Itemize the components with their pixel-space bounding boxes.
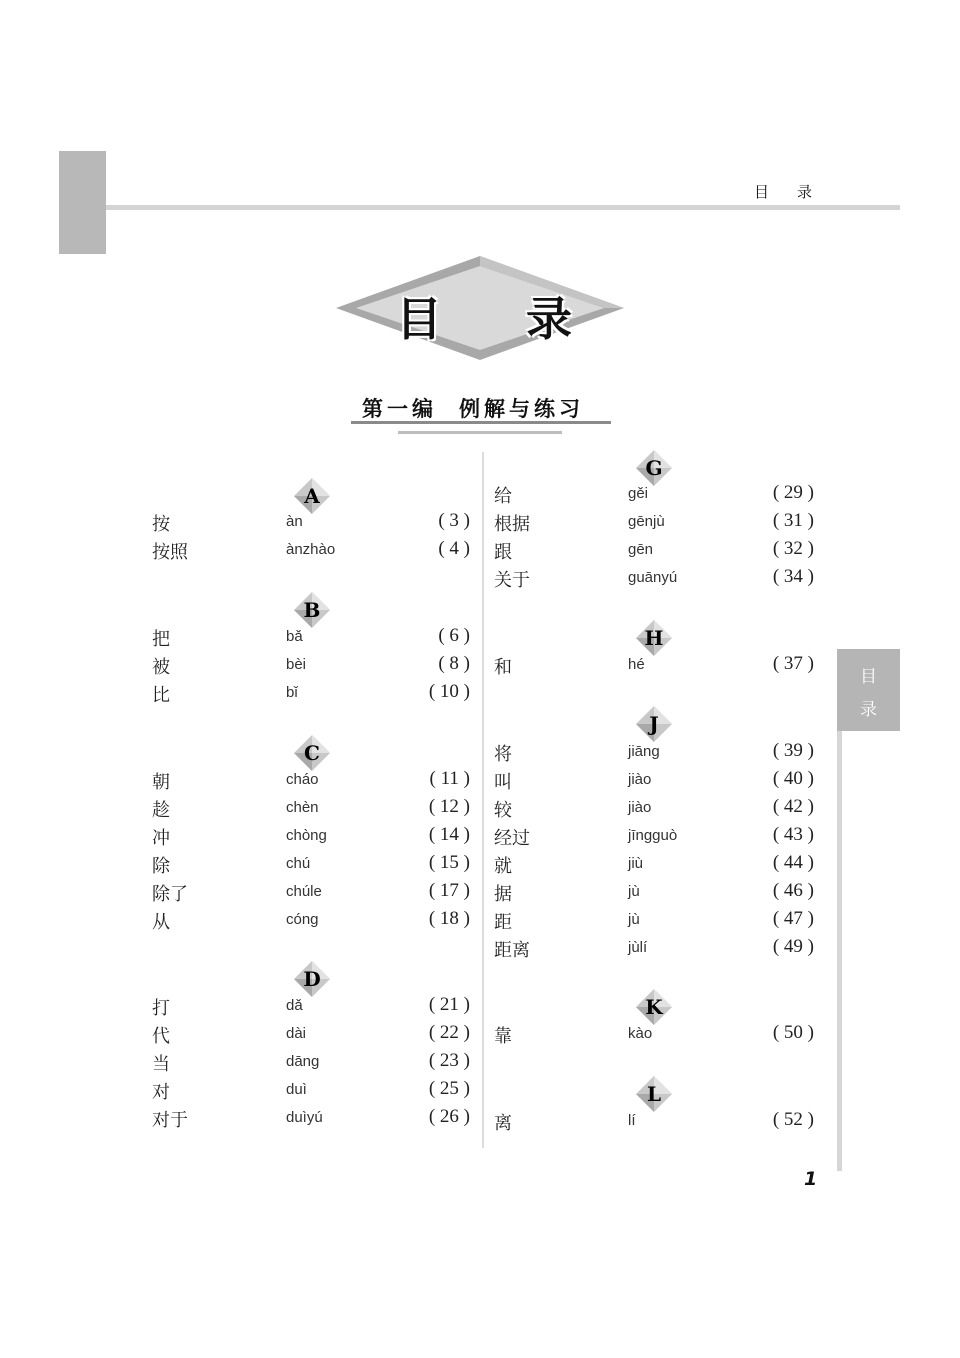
entry-page-ref: ( 52 ) bbox=[772, 1109, 814, 1130]
side-tab[interactable] bbox=[837, 649, 900, 731]
toc-entry[interactable] bbox=[152, 908, 470, 934]
entry-hanzi: 离 bbox=[494, 1113, 512, 1134]
entry-hanzi: 比 bbox=[152, 685, 170, 706]
toc-entry[interactable] bbox=[152, 852, 470, 878]
toc-entry[interactable] bbox=[494, 768, 814, 794]
part-label: 第一编 bbox=[362, 397, 437, 421]
entry-page-ref: ( 21 ) bbox=[428, 994, 470, 1015]
section-letter-badge bbox=[636, 620, 672, 656]
entry-pinyin: bǐ bbox=[286, 684, 298, 701]
entry-page-ref: ( 29 ) bbox=[772, 482, 814, 503]
toc-entry[interactable] bbox=[494, 1022, 814, 1048]
toc-entry[interactable] bbox=[494, 880, 814, 906]
toc-entry[interactable] bbox=[494, 538, 814, 564]
entry-pinyin: duì bbox=[286, 1081, 307, 1098]
entry-page-ref: ( 4 ) bbox=[438, 538, 470, 559]
entry-pinyin: jiào bbox=[628, 771, 652, 788]
entry-pinyin: bǎ bbox=[286, 628, 303, 645]
entry-page-ref: ( 50 ) bbox=[772, 1022, 814, 1043]
entry-page-ref: ( 46 ) bbox=[772, 880, 814, 901]
toc-entry[interactable] bbox=[494, 482, 814, 508]
entry-page-ref: ( 39 ) bbox=[772, 740, 814, 761]
entry-pinyin: dǎ bbox=[286, 997, 303, 1014]
entry-hanzi: 对 bbox=[152, 1082, 170, 1103]
entry-hanzi: 对于 bbox=[152, 1110, 188, 1131]
toc-entry[interactable] bbox=[152, 994, 470, 1020]
toc-entry[interactable] bbox=[152, 880, 470, 906]
toc-entry[interactable] bbox=[494, 740, 814, 766]
toc-entry[interactable] bbox=[152, 538, 470, 564]
entry-hanzi: 距离 bbox=[494, 940, 530, 961]
entry-hanzi: 就 bbox=[494, 856, 512, 877]
page-number: 1 bbox=[804, 1168, 818, 1190]
section-letter-badge bbox=[636, 706, 672, 742]
entry-pinyin: gěi bbox=[628, 485, 649, 502]
entry-page-ref: ( 32 ) bbox=[772, 538, 814, 559]
toc-entry[interactable] bbox=[494, 653, 814, 679]
entry-page-ref: ( 11 ) bbox=[429, 768, 470, 789]
entry-pinyin: guānyú bbox=[628, 569, 678, 586]
section-letter: C bbox=[304, 741, 320, 765]
toc-entry[interactable] bbox=[152, 768, 470, 794]
section-letter: G bbox=[645, 456, 663, 480]
entry-page-ref: ( 26 ) bbox=[428, 1106, 470, 1127]
entry-page-ref: ( 31 ) bbox=[772, 510, 814, 531]
entry-hanzi: 按 bbox=[152, 514, 170, 535]
entry-hanzi: 当 bbox=[152, 1054, 170, 1075]
toc-entry[interactable] bbox=[152, 1050, 470, 1076]
section-letter-badge bbox=[294, 478, 330, 514]
entry-hanzi: 叫 bbox=[494, 772, 512, 793]
entry-pinyin: dài bbox=[286, 1025, 307, 1042]
toc-entry[interactable] bbox=[494, 936, 814, 962]
entry-pinyin: gēn bbox=[628, 541, 654, 558]
title-diamond-shape bbox=[336, 256, 624, 360]
toc-entry[interactable] bbox=[152, 625, 470, 651]
toc-entry[interactable] bbox=[152, 510, 470, 536]
entry-hanzi: 冲 bbox=[152, 828, 170, 849]
section-letter-badge bbox=[636, 989, 672, 1025]
section-letter-badge bbox=[294, 735, 330, 771]
entry-pinyin: jù bbox=[628, 911, 640, 928]
entry-page-ref: ( 6 ) bbox=[438, 625, 470, 646]
page-title-char: 录 bbox=[526, 292, 572, 346]
entry-pinyin: hé bbox=[628, 656, 645, 673]
running-head bbox=[754, 181, 812, 202]
entry-hanzi: 把 bbox=[152, 629, 170, 650]
entry-pinyin: ànzhào bbox=[286, 541, 336, 558]
entry-page-ref: ( 22 ) bbox=[428, 1022, 470, 1043]
part-subtitle: 例解与练习 bbox=[459, 397, 584, 421]
section-letter-badge bbox=[294, 961, 330, 997]
entry-hanzi: 距 bbox=[494, 912, 512, 933]
toc-entry[interactable] bbox=[152, 1022, 470, 1048]
entry-page-ref: ( 15 ) bbox=[428, 852, 470, 873]
toc-entry[interactable] bbox=[494, 566, 814, 592]
entry-pinyin: chòng bbox=[286, 827, 327, 844]
entry-hanzi: 趁 bbox=[152, 800, 170, 821]
entry-hanzi: 代 bbox=[152, 1026, 170, 1047]
entry-hanzi: 较 bbox=[494, 800, 512, 821]
toc-entry[interactable] bbox=[494, 510, 814, 536]
entry-hanzi: 给 bbox=[494, 486, 512, 507]
part-title-underline-secondary bbox=[398, 431, 562, 434]
entry-pinyin: jīngguò bbox=[628, 827, 678, 844]
side-tab-char: 录 bbox=[860, 700, 877, 720]
entry-pinyin: chèn bbox=[286, 799, 319, 816]
toc-entry[interactable] bbox=[494, 796, 814, 822]
entry-hanzi: 关于 bbox=[494, 570, 530, 591]
entry-pinyin: duìyú bbox=[286, 1109, 323, 1126]
entry-hanzi: 跟 bbox=[494, 542, 512, 563]
entry-hanzi: 将 bbox=[494, 744, 512, 765]
entry-hanzi: 朝 bbox=[152, 772, 170, 793]
entry-page-ref: ( 34 ) bbox=[772, 566, 814, 587]
entry-pinyin: àn bbox=[286, 513, 303, 530]
section-letter: D bbox=[303, 967, 321, 991]
entry-pinyin: gēnjù bbox=[628, 513, 665, 530]
entry-page-ref: ( 17 ) bbox=[428, 880, 470, 901]
section-letter: B bbox=[303, 598, 321, 622]
toc-entry[interactable] bbox=[152, 796, 470, 822]
entry-page-ref: ( 8 ) bbox=[438, 653, 470, 674]
toc-entry[interactable] bbox=[494, 908, 814, 934]
entry-pinyin: dāng bbox=[286, 1053, 320, 1070]
entry-hanzi: 按照 bbox=[152, 542, 188, 563]
entry-hanzi: 和 bbox=[494, 657, 512, 678]
side-bar bbox=[837, 731, 842, 1171]
entry-hanzi: 据 bbox=[494, 884, 512, 905]
entry-page-ref: ( 47 ) bbox=[772, 908, 814, 929]
entry-page-ref: ( 14 ) bbox=[428, 824, 470, 845]
corner-gray-block bbox=[59, 151, 106, 254]
entry-page-ref: ( 25 ) bbox=[428, 1078, 470, 1099]
side-tab-char: 目 bbox=[860, 667, 877, 687]
entry-pinyin: bèi bbox=[286, 656, 307, 673]
entry-page-ref: ( 42 ) bbox=[772, 796, 814, 817]
section-letter: K bbox=[645, 995, 663, 1019]
toc-entry[interactable] bbox=[152, 824, 470, 850]
entry-page-ref: ( 49 ) bbox=[772, 936, 814, 957]
toc-entry[interactable] bbox=[494, 824, 814, 850]
entry-hanzi: 被 bbox=[152, 657, 170, 678]
entry-page-ref: ( 18 ) bbox=[428, 908, 470, 929]
toc-entry[interactable] bbox=[152, 653, 470, 679]
header-rule bbox=[106, 205, 900, 210]
entry-hanzi: 除了 bbox=[152, 884, 188, 905]
entry-pinyin: jiù bbox=[628, 855, 644, 872]
entry-hanzi: 除 bbox=[152, 856, 170, 877]
section-letter-badge bbox=[294, 592, 330, 628]
entry-hanzi: 经过 bbox=[494, 828, 530, 849]
entry-page-ref: ( 40 ) bbox=[772, 768, 814, 789]
page-title-char: 目 bbox=[396, 292, 442, 346]
entry-hanzi: 靠 bbox=[494, 1026, 512, 1047]
entry-pinyin: jù bbox=[628, 883, 640, 900]
entry-pinyin: chúle bbox=[286, 883, 322, 900]
column-divider bbox=[482, 452, 484, 1148]
entry-page-ref: ( 12 ) bbox=[428, 796, 470, 817]
section-letter: J bbox=[649, 712, 659, 736]
toc-entry[interactable] bbox=[494, 1109, 814, 1135]
running-head-char: 录 bbox=[797, 183, 813, 201]
entry-pinyin: kào bbox=[628, 1025, 653, 1042]
entry-pinyin: jùlí bbox=[628, 939, 648, 956]
toc-entry[interactable] bbox=[152, 1106, 470, 1132]
entry-pinyin: jiào bbox=[628, 799, 652, 816]
section-letter: L bbox=[646, 1082, 662, 1106]
toc-entry[interactable] bbox=[494, 852, 814, 878]
running-head-char: 目 bbox=[754, 183, 770, 201]
entry-pinyin: lí bbox=[628, 1112, 636, 1129]
section-letter-badge bbox=[636, 1076, 672, 1112]
entry-pinyin: cóng bbox=[286, 911, 319, 928]
entry-page-ref: ( 10 ) bbox=[428, 681, 470, 702]
part-title bbox=[362, 393, 584, 423]
entry-hanzi: 从 bbox=[152, 912, 170, 933]
section-letter-badge bbox=[636, 450, 672, 486]
entry-page-ref: ( 37 ) bbox=[772, 653, 814, 674]
section-letter: A bbox=[304, 484, 320, 508]
toc-entry[interactable] bbox=[152, 681, 470, 707]
section-letter: H bbox=[644, 626, 664, 650]
entry-page-ref: ( 3 ) bbox=[438, 510, 470, 531]
entry-page-ref: ( 23 ) bbox=[428, 1050, 470, 1071]
entry-page-ref: ( 43 ) bbox=[772, 824, 814, 845]
toc-entry[interactable] bbox=[152, 1078, 470, 1104]
entry-pinyin: chú bbox=[286, 855, 311, 872]
entry-page-ref: ( 44 ) bbox=[772, 852, 814, 873]
entry-pinyin: cháo bbox=[286, 771, 319, 788]
entry-hanzi: 根据 bbox=[494, 514, 530, 535]
part-title-underline bbox=[351, 421, 611, 424]
entry-pinyin: jiāng bbox=[628, 743, 660, 760]
entry-hanzi: 打 bbox=[152, 998, 170, 1019]
